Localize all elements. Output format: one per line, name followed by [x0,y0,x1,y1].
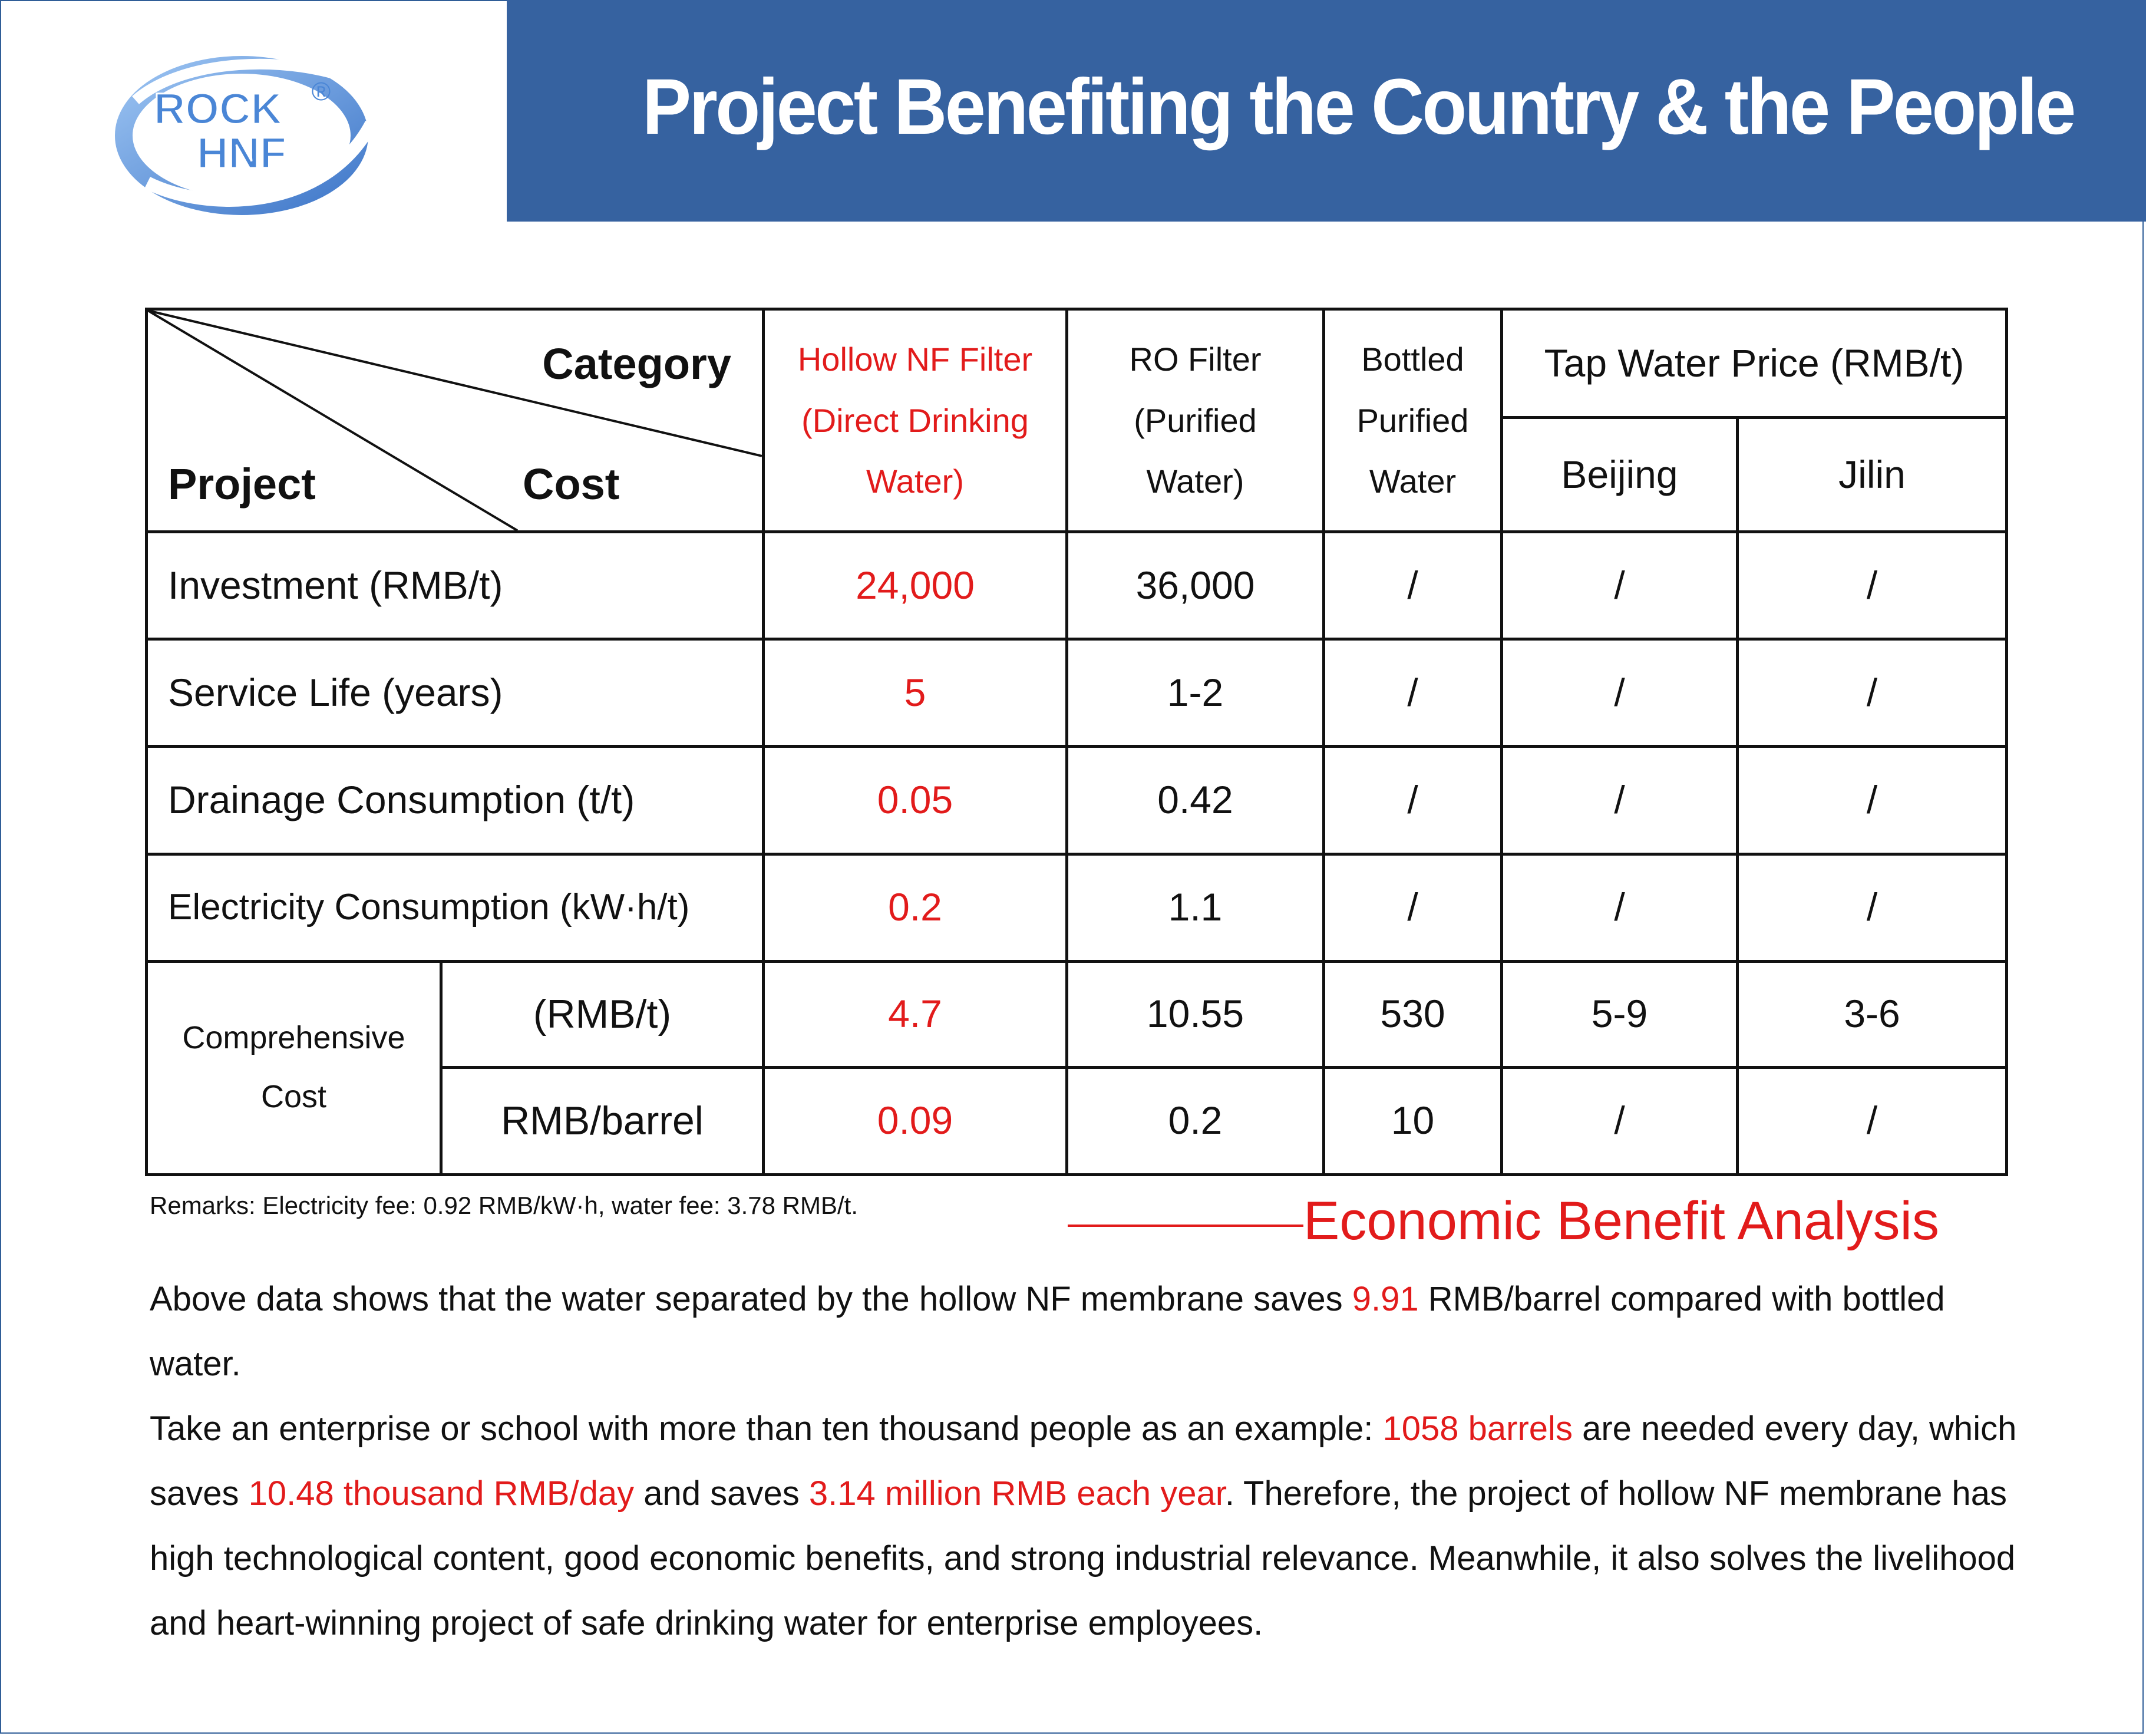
row-label: Investment (RMB/t) [147,532,764,639]
cell-ro: 0.2 [1067,1067,1324,1174]
unit-cell: RMB/barrel [441,1067,764,1174]
cell-beijing: / [1502,747,1738,854]
header-ro-filter [1067,309,1324,532]
corner-cost-label: Cost [523,460,620,509]
corner-project-label: Project [168,460,316,509]
cell-ro: 10.55 [1067,961,1324,1067]
header-hollow-line-3: Water) [866,463,964,500]
cell-bottled: / [1324,747,1502,854]
cell-jilin: 3-6 [1738,961,2007,1067]
cell-bottled: / [1324,854,1502,961]
rock-hnf-logo [112,35,383,224]
row-label: Electricity Consumption (kW·h/t) [147,854,764,961]
table-row [147,854,2007,961]
unit-cell: (RMB/t) [441,961,764,1067]
header-ro-line-1: RO Filter [1129,341,1262,378]
header-hollow-line-1: Hollow NF Filter [797,341,1033,378]
cell-beijing: 5-9 [1502,961,1738,1067]
page-title: Project Benefiting the Country & the People [642,63,2074,151]
cell-jilin: / [1738,532,2007,639]
cell-jilin: / [1738,854,2007,961]
cell-hollow: 0.09 [764,1067,1067,1174]
header-jilin: Jilin [1738,418,2007,532]
header-bottled-water [1324,309,1502,532]
cell-ro: 36,000 [1067,532,1324,639]
cell-bottled: / [1324,532,1502,639]
cell-hollow: 0.2 [764,854,1067,961]
cell-ro: 1-2 [1067,639,1324,747]
table-row [147,961,2007,1067]
caption-dash-line [1068,1225,1303,1227]
text-span: Take an enterprise or school with more than ten thousand people as an example: [150,1410,1383,1448]
logo-text-bottom: HNF [196,128,287,177]
paragraph-1 [150,1267,2035,1397]
header-bottled-line-1: Bottled [1361,341,1464,378]
cell-jilin: / [1738,1067,2007,1174]
registered-mark: ® [311,77,331,106]
cost-comparison-table [145,308,2008,1176]
analysis-text [150,1267,2035,1656]
header-tap-water: Tap Water Price (RMB/t) [1502,309,2007,418]
cell-ro: 1.1 [1067,854,1324,961]
corner-category-label: Category [542,339,731,388]
cell-beijing: / [1502,854,1738,961]
text-span: and saves [634,1474,809,1513]
table-header-row [147,309,2007,418]
paragraph-2 [150,1397,2035,1656]
header-hollow-line-2: (Direct Drinking [801,401,1029,439]
row-label: Service Life (years) [147,639,764,747]
header-bottled-line-2: Purified [1356,401,1469,439]
comprehensive-line-1: Comprehensive [182,1020,405,1056]
table-row [147,747,2007,854]
cell-hollow: 4.7 [764,961,1067,1067]
cell-hollow: 0.05 [764,747,1067,854]
cell-hollow: 5 [764,639,1067,747]
cell-jilin: / [1738,639,2007,747]
cell-bottled: 10 [1324,1067,1502,1174]
cell-beijing: / [1502,1067,1738,1174]
highlight-yearly-saving: 3.14 million RMB each year [808,1474,1225,1513]
table-row [147,639,2007,747]
header-corner-cell [147,309,764,532]
caption-economic-benefit: Economic Benefit Analysis [1303,1191,1939,1251]
header-bottled-line-3: Water [1369,463,1457,500]
text-span: are needed every day, which saves [150,1410,2017,1513]
text-span: RMB/barrel compared with bottled water. [150,1280,1945,1383]
cell-hollow: 24,000 [764,532,1067,639]
cell-bottled: 530 [1324,961,1502,1067]
comprehensive-line-2: Cost [260,1079,327,1115]
cell-ro: 0.42 [1067,747,1324,854]
highlight-daily-saving: 10.48 thousand RMB/day [248,1474,635,1513]
remarks-note: Remarks: Electricity fee: 0.92 RMB/kW·h, water fee: 3.78 RMB/t. [150,1192,859,1219]
row-label: Drainage Consumption (t/t) [147,747,764,854]
highlight-barrels: 1058 barrels [1382,1410,1573,1448]
cell-bottled: / [1324,639,1502,747]
comprehensive-cost-label [147,961,441,1174]
header-beijing: Beijing [1502,418,1738,532]
header-ro-line-3: Water) [1146,463,1244,500]
highlight-saving: 9.91 [1352,1280,1419,1318]
logo-text-top: ROCK [154,84,282,133]
header-ro-line-2: (Purified [1134,401,1257,439]
text-span: Above data shows that the water separated by the hollow NF membrane saves [150,1280,1352,1318]
cell-jilin: / [1738,747,2007,854]
table-row [147,532,2007,639]
cell-beijing: / [1502,639,1738,747]
text-span: . Therefore, the project of hollow NF membrane has high technological content, good economic benefits, and strong industrial relevance. Meanwhile, it also solves the livelihood and heart-winning project of safe drinking water for enterprise employees. [150,1474,2016,1642]
cell-beijing: / [1502,532,1738,639]
header-hollow-nf [764,309,1067,532]
